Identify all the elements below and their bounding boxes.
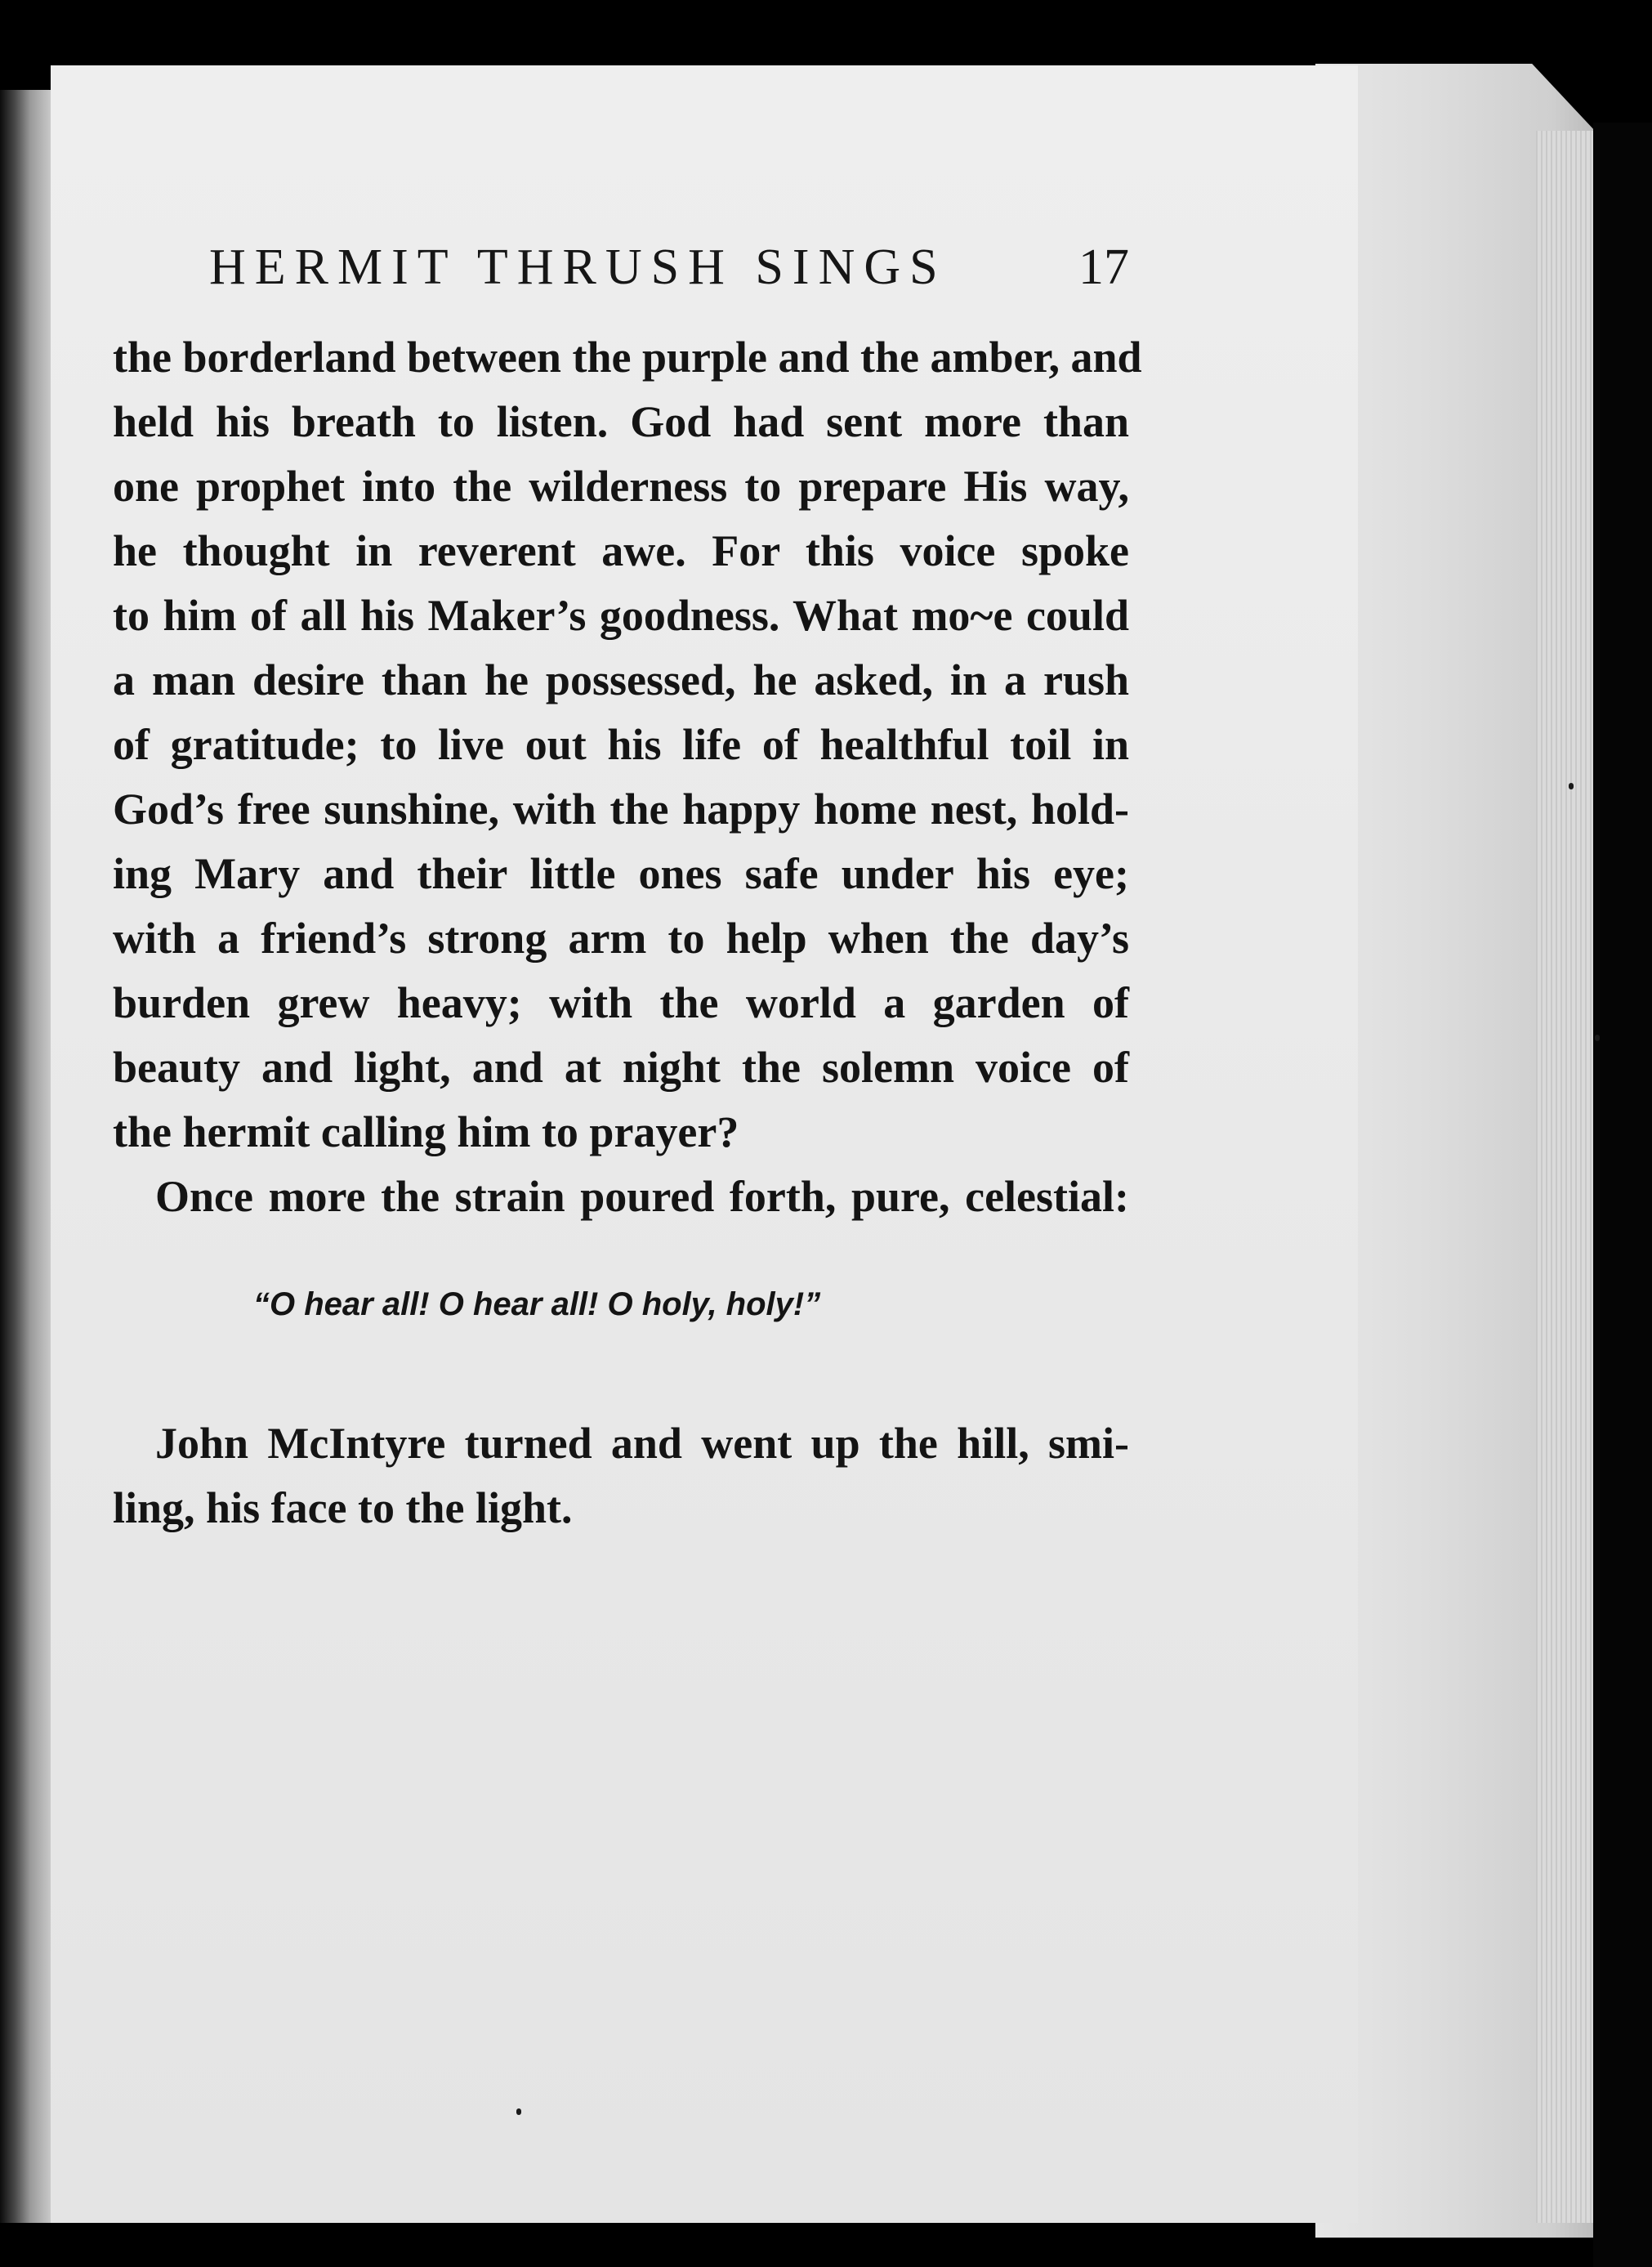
page-number: 17 bbox=[1078, 239, 1129, 295]
text-line: one prophet into the wilderness to prepare His way, bbox=[113, 462, 1129, 511]
text-line: beauty and light, and at night the solemn voice of bbox=[113, 1043, 1129, 1092]
body-text bbox=[113, 325, 1142, 1229]
scan-speck bbox=[1595, 1035, 1600, 1041]
text-line: ing Mary and their little ones safe under his eye; bbox=[113, 849, 1129, 898]
text-line: of gratitude; to live out his life of healthful toil in bbox=[113, 720, 1129, 769]
paragraph-line: Once more the strain poured forth, pure, celestial: bbox=[155, 1172, 1129, 1221]
page-stack-lines bbox=[1536, 131, 1593, 2223]
text-line: John McIntyre turned and went up the hill, smi- bbox=[155, 1419, 1129, 1468]
running-head bbox=[209, 239, 1129, 304]
closing-paragraph bbox=[113, 1411, 1129, 1540]
right-background bbox=[1593, 123, 1652, 2267]
text-line: the borderland between the purple and the amber, and bbox=[113, 333, 1142, 382]
scan-speck bbox=[1569, 783, 1574, 789]
text-line: burden grew heavy; with the world a garden of bbox=[113, 978, 1129, 1027]
text-line: a man desire than he possessed, he asked, in a rush bbox=[113, 655, 1129, 704]
text-line: held his breath to listen. God had sent more than bbox=[113, 397, 1129, 446]
text-line: ling, his face to the light. bbox=[113, 1483, 573, 1532]
running-title: HERMIT THRUSH SINGS bbox=[209, 239, 947, 295]
text-line: the hermit calling him to prayer? bbox=[113, 1107, 739, 1156]
verse-quote: “O hear all! O hear all! O holy, holy!” bbox=[253, 1286, 821, 1322]
text-line: he thought in reverent awe. For this voice spoke bbox=[113, 526, 1129, 575]
scan-speck bbox=[516, 2108, 521, 2115]
text-line: with a friend’s strong arm to help when the day’s bbox=[113, 914, 1129, 963]
text-line: God’s free sunshine, with the happy home nest, hold- bbox=[113, 785, 1129, 834]
text-line: to him of all his Maker’s goodness. What mo~e could bbox=[113, 591, 1129, 640]
left-page-edge bbox=[0, 90, 51, 2223]
